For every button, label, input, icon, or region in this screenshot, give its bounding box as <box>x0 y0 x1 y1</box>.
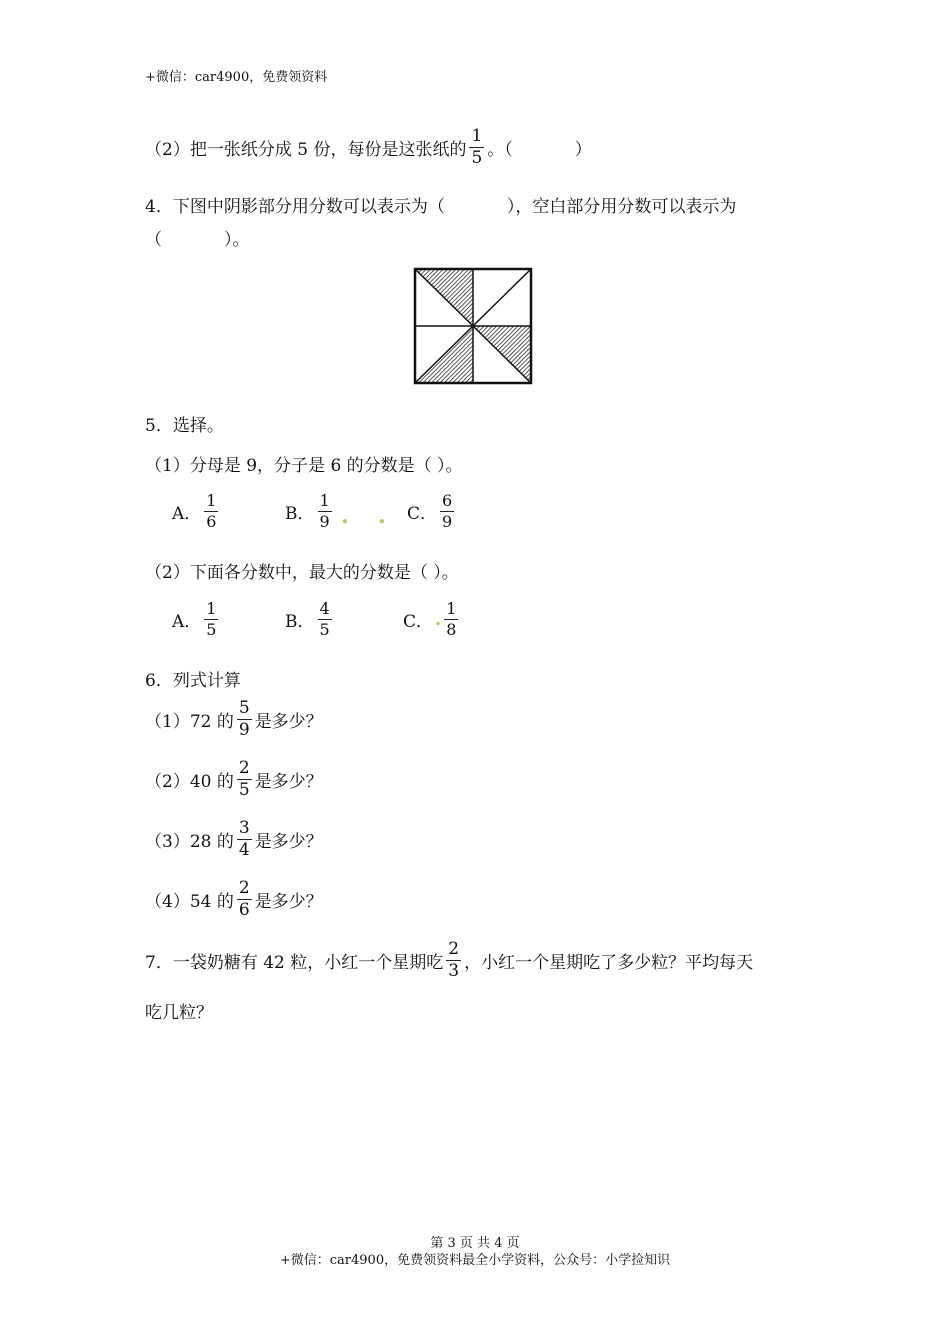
fraction <box>444 601 458 638</box>
question-6-2 <box>145 760 323 799</box>
page-number: 第 3 页 共 4 页 <box>430 1236 520 1251</box>
fraction <box>446 941 461 980</box>
question-7-suffix: ，小红一个星期吃了多少粒？平均每天 <box>464 953 754 973</box>
fraction <box>318 493 332 530</box>
question-6-4 <box>145 880 323 919</box>
fraction <box>318 601 332 638</box>
fraction-numerator: 5 <box>238 698 250 718</box>
fraction-denominator: 3 <box>448 961 460 981</box>
question-4-open: （ <box>145 230 162 250</box>
fraction-denominator: 6 <box>206 512 217 531</box>
item-suffix: 是多少？ <box>254 832 323 852</box>
fraction-numerator: 1 <box>446 599 457 618</box>
question-4-line-2 <box>145 225 250 250</box>
fraction-numerator: 1 <box>206 599 217 618</box>
fraction-numerator: 1 <box>319 491 330 510</box>
question-5-2: （2）下面各分数中，最大的分数是（ ）。 <box>145 563 459 583</box>
item-suffix: 是多少？ <box>254 712 323 732</box>
decorative-dot: . <box>378 503 386 529</box>
question-4-line-1 <box>145 192 736 217</box>
option-a[interactable] <box>172 493 221 530</box>
question-6-3 <box>145 820 323 859</box>
question-6-title: 6．列式计算 <box>145 671 241 691</box>
option-label: B． <box>285 504 315 524</box>
item-text: （2）40 的 <box>145 772 234 792</box>
option-b[interactable] <box>285 493 335 530</box>
fraction-numerator: 4 <box>319 599 330 618</box>
item-text: （4）54 的 <box>145 892 234 912</box>
fraction <box>204 601 218 638</box>
option-c[interactable] <box>407 493 457 530</box>
fraction <box>237 820 252 859</box>
question-7-line-2: 吃几粒？ <box>145 1003 213 1023</box>
question-7-text: 7．一袋奶糖有 42 粒，小红一个星期吃 <box>145 953 444 973</box>
option-b[interactable] <box>285 601 335 638</box>
question-4-text-b: ），空白部分用分数可以表示为 <box>506 197 737 217</box>
option-label: C． <box>403 612 434 632</box>
option-c[interactable] <box>403 601 461 638</box>
decorative-dot: . <box>341 503 349 529</box>
page-footer: +微信：car4900，免费领资料最全小学资料，公众号：小学捡知识 <box>279 1253 671 1268</box>
question-3-2 <box>145 128 592 167</box>
option-label: B． <box>285 612 315 632</box>
fraction <box>237 880 252 919</box>
option-label: C． <box>407 504 438 524</box>
page-header: +微信：car4900，免费领资料 <box>145 70 328 85</box>
fraction <box>440 493 454 530</box>
fraction-denominator: 8 <box>446 620 457 639</box>
question-7-line-1 <box>145 941 753 980</box>
fraction-denominator: 5 <box>238 780 250 800</box>
fraction-denominator: 9 <box>442 512 453 531</box>
question-4-text: 4．下图中阴影部分用分数可以表示为（ <box>145 197 445 217</box>
fraction <box>237 760 252 799</box>
fraction-denominator: 5 <box>206 620 217 639</box>
item-suffix: 是多少？ <box>254 892 323 912</box>
option-label: A． <box>172 504 202 524</box>
fraction <box>469 128 484 167</box>
fraction-denominator: 4 <box>238 840 250 860</box>
question-4-close: ）。 <box>224 230 250 250</box>
fraction-numerator: 6 <box>442 491 453 510</box>
fraction-denominator: 6 <box>238 900 250 920</box>
item-suffix: 是多少？ <box>254 772 323 792</box>
item-text: （1）72 的 <box>145 712 234 732</box>
item-text: （3）28 的 <box>145 832 234 852</box>
option-a[interactable] <box>172 601 221 638</box>
fraction-numerator: 3 <box>238 818 250 838</box>
fraction-numerator: 1 <box>206 491 217 510</box>
fraction <box>237 700 252 739</box>
fraction-numerator: 2 <box>448 939 460 959</box>
fraction-denominator: 5 <box>471 148 483 168</box>
question-5-1: （1）分母是 9，分子是 6 的分数是（ ）。 <box>145 456 463 476</box>
fraction-denominator: 5 <box>319 620 330 639</box>
fraction-denominator: 9 <box>319 512 330 531</box>
question-3-2-text: （2）把一张纸分成 5 份，每份是这张纸的 <box>145 140 467 160</box>
option-label: A． <box>172 612 202 632</box>
fraction <box>204 493 218 530</box>
question-3-2-close: ） <box>574 140 592 160</box>
question-3-2-suffix: 。（ <box>487 140 513 160</box>
shaded-square-figure <box>412 266 534 386</box>
question-6-1 <box>145 700 323 739</box>
fraction-numerator: 1 <box>471 126 483 146</box>
question-5-title: 5．选择。 <box>145 416 224 436</box>
fraction-numerator: 2 <box>238 758 250 778</box>
fraction-numerator: 2 <box>238 878 250 898</box>
decorative-dot: . <box>435 608 442 630</box>
fraction-denominator: 9 <box>238 720 250 740</box>
